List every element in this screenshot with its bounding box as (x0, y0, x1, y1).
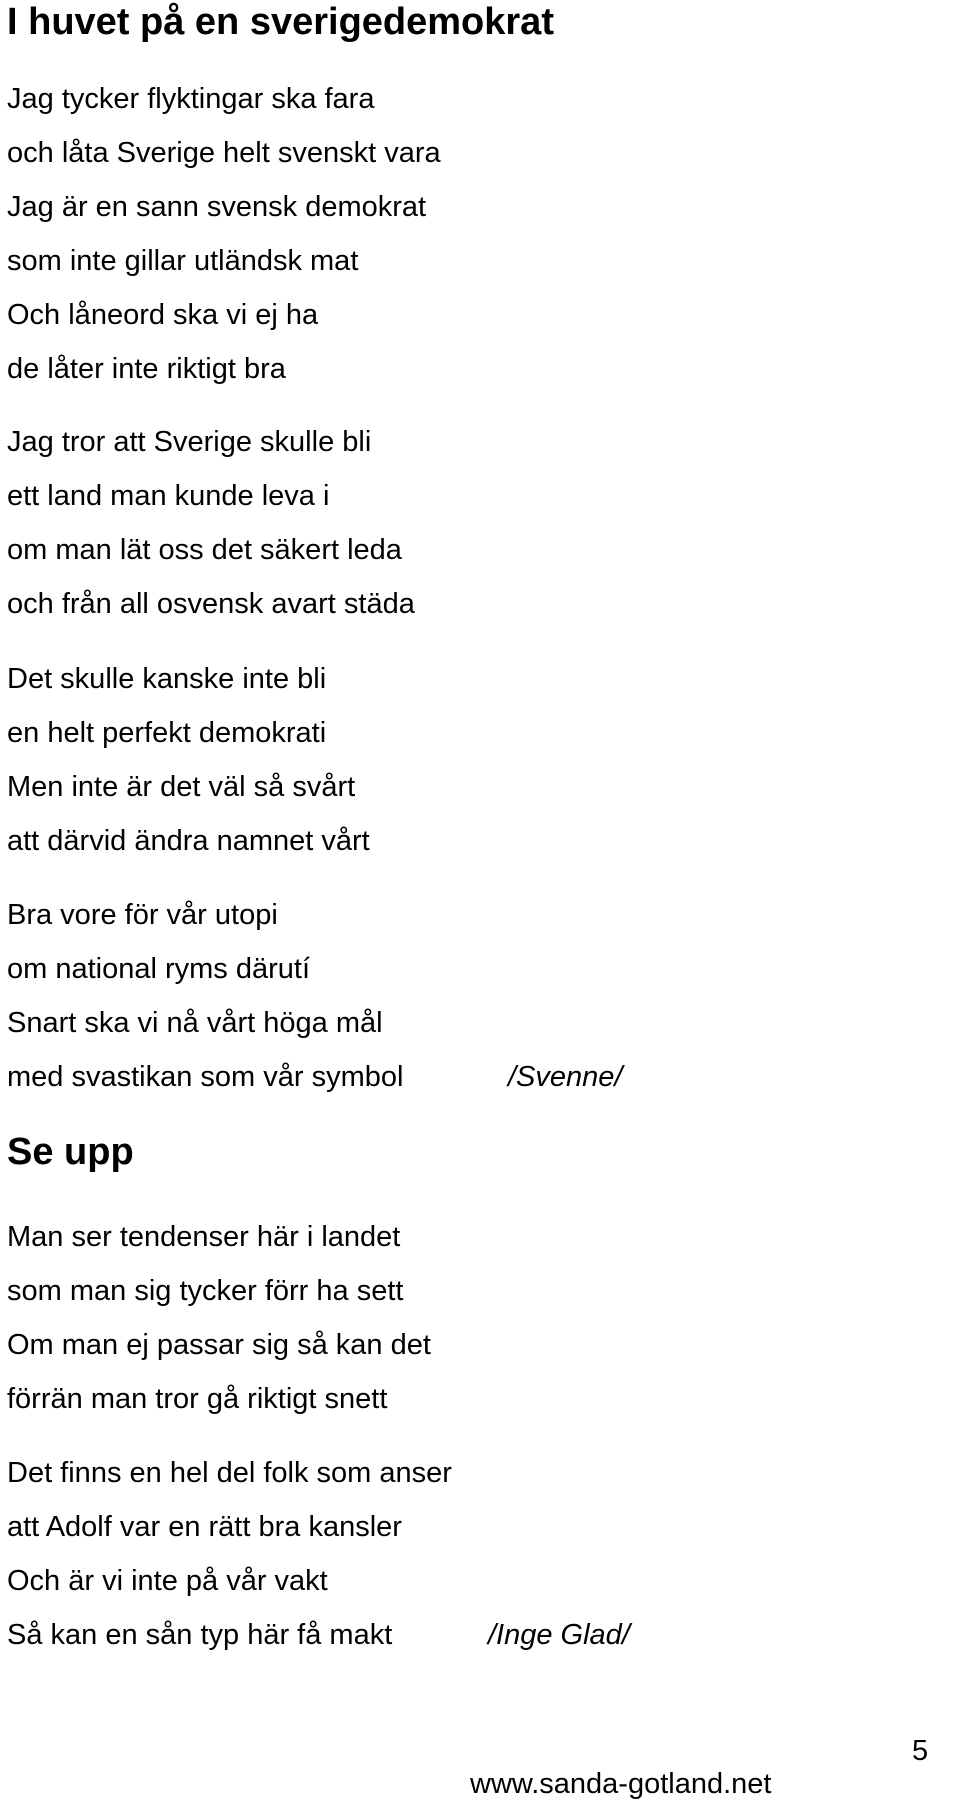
poem1-line-10: och från all osvensk avart städa (7, 588, 415, 620)
footer-website-link[interactable]: www.sanda-gotland.net (470, 1768, 772, 1800)
poem1-line-11: Det skulle kanske inte bli (7, 663, 327, 695)
poem2-line-2: som man sig tycker förr ha sett (7, 1275, 404, 1307)
poem2-line-6: att Adolf var en rätt bra kansler (7, 1511, 402, 1543)
poem1-line-4: som inte gillar utländsk mat (7, 245, 359, 277)
poem2-line-7: Och är vi inte på vår vakt (7, 1565, 328, 1597)
poem1-line-14: att därvid ändra namnet vårt (7, 825, 370, 857)
poem2-line-5: Det finns en hel del folk som anser (7, 1457, 452, 1489)
poem1-line-15: Bra vore för vår utopi (7, 899, 278, 931)
poem2-signature: /Inge Glad/ (488, 1619, 630, 1651)
page-number: 5 (912, 1735, 929, 1767)
poem1-line-8: ett land man kunde leva i (7, 480, 330, 512)
poem1-line-12: en helt perfekt demokrati (7, 717, 327, 749)
poem1-line-17: Snart ska vi nå vårt höga mål (7, 1007, 383, 1039)
poem1-line-1: Jag tycker flyktingar ska fara (7, 83, 375, 115)
poem2-line-4: förrän man tror gå riktigt snett (7, 1383, 388, 1415)
poem1-title: I huvet på en sverigedemokrat (7, 1, 554, 43)
poem1-line-2: och låta Sverige helt svenskt vara (7, 137, 441, 169)
poem2-line-3: Om man ej passar sig så kan det (7, 1329, 431, 1361)
poem1-line-7: Jag tror att Sverige skulle bli (7, 426, 372, 458)
poem1-line-13: Men inte är det väl så svårt (7, 771, 356, 803)
poem1-line-16: om national ryms därutí (7, 953, 311, 985)
poem1-line-5: Och låneord ska vi ej ha (7, 299, 319, 331)
poem1-signature: /Svenne/ (508, 1061, 623, 1093)
poem1-line-3: Jag är en sann svensk demokrat (7, 191, 427, 223)
poem1-line-18: med svastikan som vår symbol (7, 1061, 404, 1093)
poem1-line-6: de låter inte riktigt bra (7, 353, 286, 385)
poem2-line-8: Så kan en sån typ här få makt (7, 1619, 393, 1651)
poem2-line-1: Man ser tendenser här i landet (7, 1221, 401, 1253)
poem2-title: Se upp (7, 1131, 134, 1173)
poem1-line-9: om man lät oss det säkert leda (7, 534, 402, 566)
